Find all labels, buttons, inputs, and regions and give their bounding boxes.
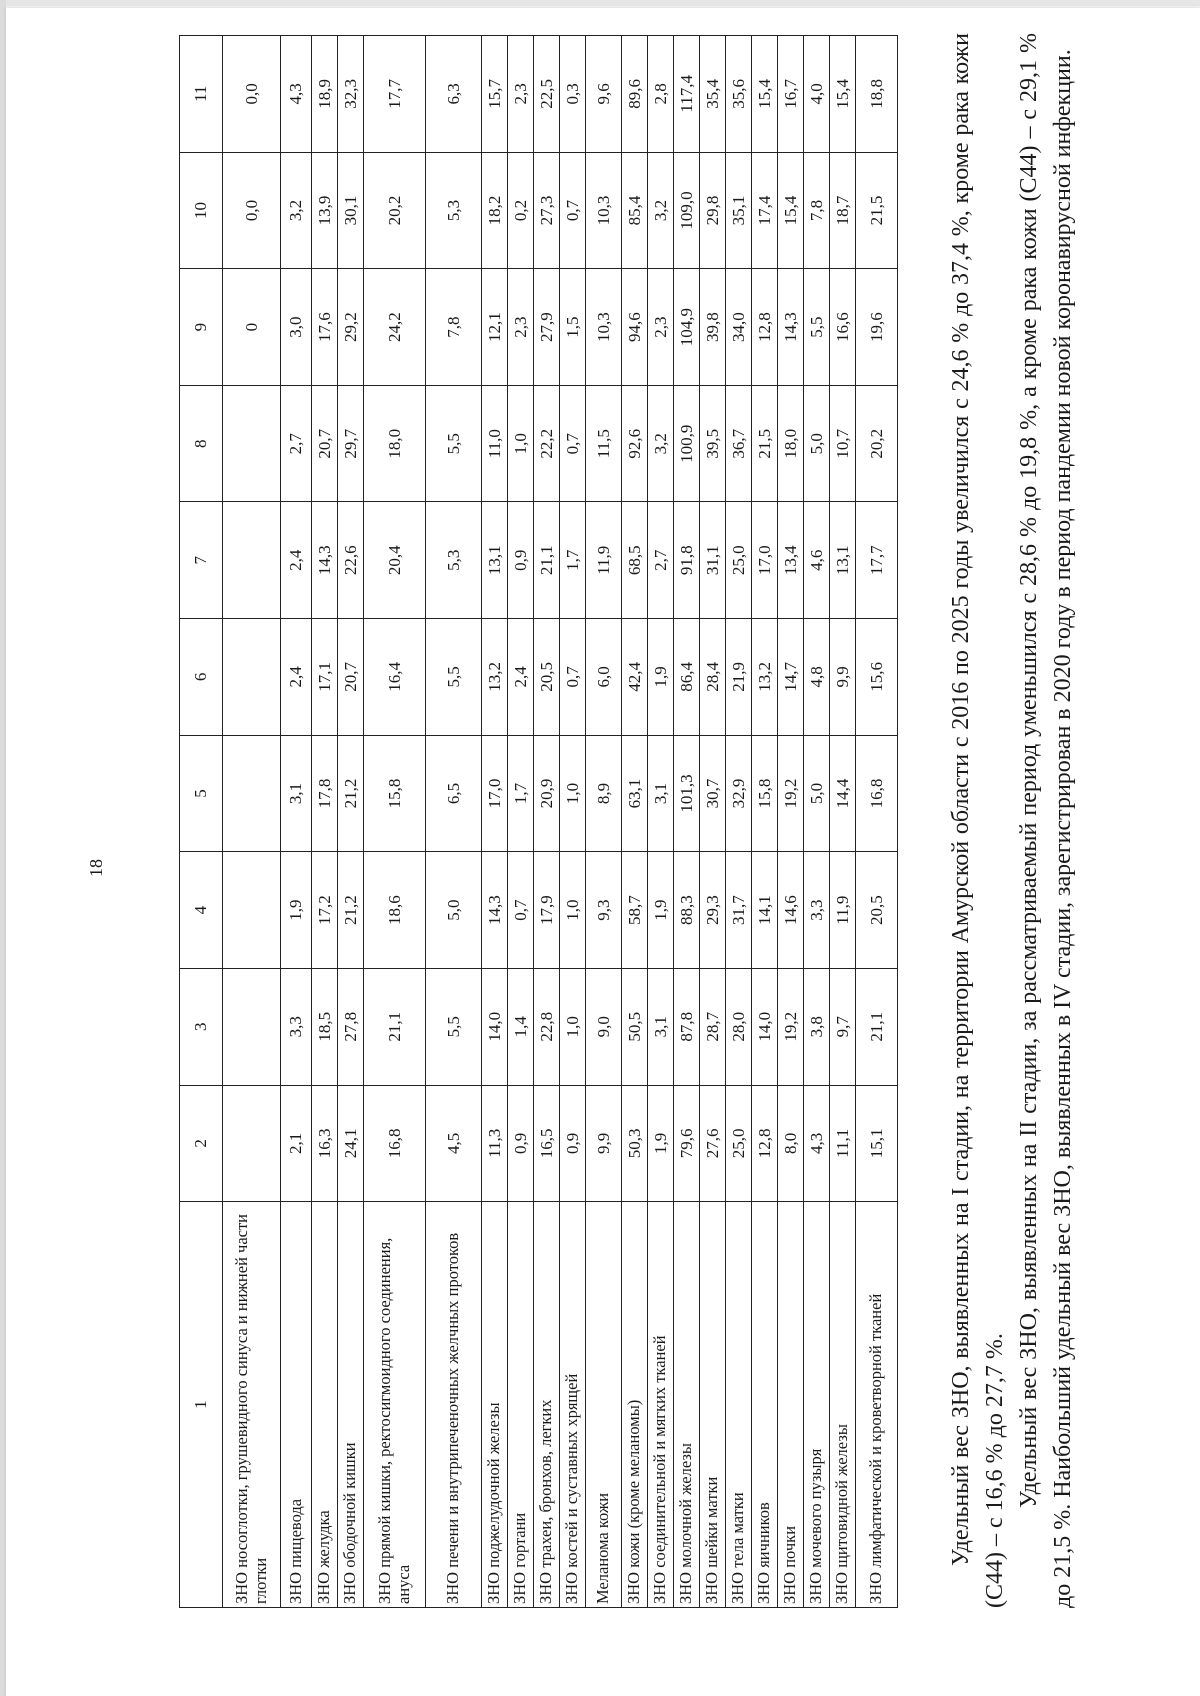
table-cell: 7,8 — [426, 269, 482, 386]
table-cell: 16,7 — [778, 36, 804, 153]
table-cell: 29,3 — [700, 852, 726, 969]
table-cell: 101,3 — [674, 735, 700, 852]
table-cell: 28,0 — [726, 968, 752, 1085]
table-cell: 13,2 — [752, 619, 778, 736]
paragraph-stage-two: Удельный вес ЗНО, выявленных на II стадии, за рассматриваемый период уменьшился с 28,6 % до 19,8 %, а кроме рака кожи (С44) – с 29,1 % до 21,5 %. Наибольший удельный вес ЗНО, выявленных в IV стадии, зарегистрирован в 2020 году в период пандемии новой коронавирусной инфекции. — [1016, 33, 1076, 1608]
table-cell: 28,7 — [700, 968, 726, 1085]
table-cell: 11,9 — [830, 852, 856, 969]
table-cell: 19,2 — [778, 735, 804, 852]
row-label: ЗНО шейки матки — [700, 1202, 726, 1608]
table-cell — [223, 1085, 281, 1202]
table-cell: 86,4 — [674, 619, 700, 736]
table-cell: 79,6 — [674, 1085, 700, 1202]
table-cell: 10,7 — [830, 385, 856, 502]
row-label: ЗНО пищевода — [281, 1202, 312, 1608]
row-label: ЗНО трахеи, бронхов, легких — [534, 1202, 560, 1608]
column-header: 5 — [180, 735, 223, 852]
table-cell: 24,1 — [338, 1085, 364, 1202]
column-header: 8 — [180, 385, 223, 502]
table-cell: 21,5 — [856, 152, 898, 269]
table-cell: 5,5 — [804, 269, 830, 386]
table-row — [648, 36, 674, 1608]
table-cell: 2,8 — [648, 36, 674, 153]
table-cell: 11,9 — [586, 502, 622, 619]
table-cell: 18,8 — [856, 36, 898, 153]
table-cell: 5,3 — [426, 152, 482, 269]
table-cell: 14,3 — [312, 502, 338, 619]
table-row — [752, 36, 778, 1608]
row-label: ЗНО носоглотки, грушевидного синуса и нижней части глотки — [223, 1202, 281, 1608]
table-cell: 20,7 — [338, 619, 364, 736]
table-cell: 5,0 — [804, 735, 830, 852]
table-cell: 29,7 — [338, 385, 364, 502]
row-label: ЗНО соединительной и мягких тканей — [648, 1202, 674, 1608]
table-cell: 27,3 — [534, 152, 560, 269]
table-cell: 25,0 — [726, 1085, 752, 1202]
table-cell: 13,4 — [778, 502, 804, 619]
table-row — [426, 36, 482, 1608]
table-row — [338, 36, 364, 1608]
row-label: ЗНО прямой кишки, ректосигмоидного соединения, ануса — [364, 1202, 426, 1608]
table-cell: 17,7 — [364, 36, 426, 153]
table-cell: 5,0 — [804, 385, 830, 502]
table-cell: 2,7 — [281, 385, 312, 502]
table-cell: 3,1 — [281, 735, 312, 852]
table-cell: 10,3 — [586, 152, 622, 269]
table-cell: 27,9 — [534, 269, 560, 386]
table-cell: 1,7 — [560, 502, 586, 619]
table-cell: 17,1 — [312, 619, 338, 736]
table-cell: 24,2 — [364, 269, 426, 386]
table-cell: 63,1 — [622, 735, 648, 852]
table-cell: 20,5 — [534, 619, 560, 736]
table-cell: 17,8 — [312, 735, 338, 852]
table-cell: 22,2 — [534, 385, 560, 502]
table-cell: 50,3 — [622, 1085, 648, 1202]
table-row — [830, 36, 856, 1608]
table-cell: 2,3 — [648, 269, 674, 386]
table-cell: 4,5 — [426, 1085, 482, 1202]
table-cell: 6,5 — [426, 735, 482, 852]
row-label: ЗНО печени и внутрипеченочных желчных протоков — [426, 1202, 482, 1608]
table-cell: 13,1 — [830, 502, 856, 619]
table-cell: 18,0 — [364, 385, 426, 502]
table-cell: 0,9 — [508, 502, 534, 619]
table-cell: 3,2 — [281, 152, 312, 269]
table-cell: 18,6 — [364, 852, 426, 969]
table-cell: 2,4 — [281, 502, 312, 619]
table-row — [778, 36, 804, 1608]
table-cell: 18,7 — [830, 152, 856, 269]
table-cell: 29,2 — [338, 269, 364, 386]
table-row — [534, 36, 560, 1608]
table-cell: 22,5 — [534, 36, 560, 153]
table-cell: 17,0 — [482, 735, 508, 852]
table-cell: 31,7 — [726, 852, 752, 969]
table-cell: 1,5 — [560, 269, 586, 386]
table-cell: 11,3 — [482, 1085, 508, 1202]
table-cell: 21,9 — [726, 619, 752, 736]
column-header: 4 — [180, 852, 223, 969]
table-cell: 21,2 — [338, 852, 364, 969]
table-cell: 50,5 — [622, 968, 648, 1085]
table-cell: 68,5 — [622, 502, 648, 619]
table-cell: 17,6 — [312, 269, 338, 386]
table-cell: 91,8 — [674, 502, 700, 619]
table-cell: 13,9 — [312, 152, 338, 269]
table-cell: 0,7 — [560, 619, 586, 736]
table-cell: 12,1 — [482, 269, 508, 386]
paragraph-stage-one: Удельный вес ЗНО, выявленных на I стадии, на территории Амурской области с 2016 по 2025 годы увеличился с 24,6 % до 37,4 %, кроме рака кожи (С44) – с 16,6 % до 27,7 %. — [948, 33, 1008, 1608]
table-cell — [223, 735, 281, 852]
table-cell: 42,4 — [622, 619, 648, 736]
table-cell: 15,4 — [778, 152, 804, 269]
table-cell: 14,0 — [752, 968, 778, 1085]
table-row — [508, 36, 534, 1608]
table-cell: 14,0 — [482, 968, 508, 1085]
table-cell: 10,3 — [586, 269, 622, 386]
table-cell: 13,1 — [482, 502, 508, 619]
table-cell: 1,0 — [560, 735, 586, 852]
table-cell: 0,0 — [223, 36, 281, 153]
table-cell: 15,6 — [856, 619, 898, 736]
column-header: 9 — [180, 269, 223, 386]
table-cell: 1,9 — [281, 852, 312, 969]
table-cell — [223, 619, 281, 736]
table-cell: 1,0 — [560, 968, 586, 1085]
row-label: Меланома кожи — [586, 1202, 622, 1608]
table-cell — [223, 385, 281, 502]
table-cell: 0,7 — [508, 852, 534, 969]
table-cell: 0,7 — [560, 385, 586, 502]
table-cell: 0,0 — [223, 152, 281, 269]
table-cell: 1,4 — [508, 968, 534, 1085]
table-cell — [223, 852, 281, 969]
table-cell: 21,1 — [534, 502, 560, 619]
table-cell: 21,1 — [856, 968, 898, 1085]
table-cell: 22,8 — [534, 968, 560, 1085]
row-label: ЗНО ободочной кишки — [338, 1202, 364, 1608]
table-cell: 30,7 — [700, 735, 726, 852]
row-label: ЗНО почки — [778, 1202, 804, 1608]
table-cell: 1,9 — [648, 619, 674, 736]
table-cell: 18,0 — [778, 385, 804, 502]
table-row — [223, 36, 281, 1608]
table-row — [804, 36, 830, 1608]
table-cell: 3,0 — [281, 269, 312, 386]
table-cell: 0,9 — [560, 1085, 586, 1202]
table-cell: 4,8 — [804, 619, 830, 736]
table-cell: 19,6 — [856, 269, 898, 386]
table-cell: 18,5 — [312, 968, 338, 1085]
page-number: 18 — [86, 859, 106, 877]
table-cell: 87,8 — [674, 968, 700, 1085]
table-cell — [223, 968, 281, 1085]
table-cell: 36,7 — [726, 385, 752, 502]
table-cell: 14,7 — [778, 619, 804, 736]
table-cell: 18,2 — [482, 152, 508, 269]
table-cell: 1,9 — [648, 1085, 674, 1202]
table-cell: 31,1 — [700, 502, 726, 619]
table-cell: 27,6 — [700, 1085, 726, 1202]
table-cell: 6,3 — [426, 36, 482, 153]
table-cell: 16,8 — [856, 735, 898, 852]
table-cell: 2,3 — [508, 36, 534, 153]
table-cell: 17,7 — [856, 502, 898, 619]
table-cell: 0 — [223, 269, 281, 386]
table-row — [726, 36, 752, 1608]
table-row — [364, 36, 426, 1608]
row-label: ЗНО желудка — [312, 1202, 338, 1608]
row-label: ЗНО молочной железы — [674, 1202, 700, 1608]
table-cell: 11,1 — [830, 1085, 856, 1202]
table-cell: 5,3 — [426, 502, 482, 619]
column-header: 6 — [180, 619, 223, 736]
table-cell: 30,1 — [338, 152, 364, 269]
table-cell: 117,4 — [674, 36, 700, 153]
table-cell: 3,1 — [648, 735, 674, 852]
table-cell: 1,0 — [508, 385, 534, 502]
table-cell: 3,2 — [648, 152, 674, 269]
column-header: 1 — [180, 1202, 223, 1608]
table-header-row — [180, 36, 223, 1608]
table-row — [856, 36, 898, 1608]
table-cell: 109,0 — [674, 152, 700, 269]
table-cell: 88,3 — [674, 852, 700, 969]
table-cell: 28,4 — [700, 619, 726, 736]
table-cell: 16,4 — [364, 619, 426, 736]
column-header: 11 — [180, 36, 223, 153]
table-row — [586, 36, 622, 1608]
row-label: ЗНО щитовидной железы — [830, 1202, 856, 1608]
table-cell: 17,2 — [312, 852, 338, 969]
table-cell: 3,3 — [281, 968, 312, 1085]
table-cell: 9,9 — [586, 1085, 622, 1202]
table-cell: 15,4 — [830, 36, 856, 153]
table-cell: 2,4 — [508, 619, 534, 736]
table-cell: 20,2 — [364, 152, 426, 269]
table-cell: 5,5 — [426, 619, 482, 736]
table-cell: 14,3 — [778, 269, 804, 386]
table-cell: 32,3 — [338, 36, 364, 153]
table-cell: 9,7 — [830, 968, 856, 1085]
table-row — [281, 36, 312, 1608]
table-cell: 12,8 — [752, 269, 778, 386]
table-cell: 35,6 — [726, 36, 752, 153]
table-cell: 21,5 — [752, 385, 778, 502]
row-label: ЗНО яичников — [752, 1202, 778, 1608]
table-cell: 3,2 — [648, 385, 674, 502]
table-cell: 18,9 — [312, 36, 338, 153]
table-cell: 17,9 — [534, 852, 560, 969]
table-cell: 17,4 — [752, 152, 778, 269]
row-label: ЗНО тела матки — [726, 1202, 752, 1608]
table-cell: 89,6 — [622, 36, 648, 153]
table-row — [560, 36, 586, 1608]
table-cell: 20,5 — [856, 852, 898, 969]
table-cell: 1,0 — [560, 852, 586, 969]
table-cell: 4,3 — [804, 1085, 830, 1202]
table-cell: 11,0 — [482, 385, 508, 502]
table-cell: 15,4 — [752, 36, 778, 153]
table-cell: 85,4 — [622, 152, 648, 269]
table-cell: 16,6 — [830, 269, 856, 386]
table-cell: 4,6 — [804, 502, 830, 619]
table-cell: 0,9 — [508, 1085, 534, 1202]
table-cell: 16,8 — [364, 1085, 426, 1202]
table-cell: 4,0 — [804, 36, 830, 153]
table-cell: 9,0 — [586, 968, 622, 1085]
table-cell: 8,0 — [778, 1085, 804, 1202]
table-cell: 1,7 — [508, 735, 534, 852]
table-cell: 16,3 — [312, 1085, 338, 1202]
table-cell: 29,8 — [700, 152, 726, 269]
table-cell: 2,7 — [648, 502, 674, 619]
table-cell: 100,9 — [674, 385, 700, 502]
table-cell: 5,5 — [426, 968, 482, 1085]
table-cell: 94,6 — [622, 269, 648, 386]
table-cell: 8,9 — [586, 735, 622, 852]
table-cell: 104,9 — [674, 269, 700, 386]
row-label: ЗНО поджелудочной железы — [482, 1202, 508, 1608]
row-label: ЗНО костей и суставных хрящей — [560, 1202, 586, 1608]
table-cell — [223, 502, 281, 619]
table-cell: 2,3 — [508, 269, 534, 386]
table-cell: 9,9 — [830, 619, 856, 736]
table-cell: 58,7 — [622, 852, 648, 969]
table-cell: 20,9 — [534, 735, 560, 852]
table-cell: 5,5 — [426, 385, 482, 502]
table-cell: 92,6 — [622, 385, 648, 502]
table-cell: 5,0 — [426, 852, 482, 969]
table-cell: 0,3 — [560, 36, 586, 153]
table-cell: 3,1 — [648, 968, 674, 1085]
row-label: ЗНО кожи (кроме меланомы) — [622, 1202, 648, 1608]
table-cell: 21,2 — [338, 735, 364, 852]
table-cell: 14,4 — [830, 735, 856, 852]
table-cell: 34,0 — [726, 269, 752, 386]
table-cell: 0,2 — [508, 152, 534, 269]
table-cell: 2,1 — [281, 1085, 312, 1202]
table-cell: 19,2 — [778, 968, 804, 1085]
table-cell: 16,5 — [534, 1085, 560, 1202]
row-label: ЗНО лимфатической и кроветворной тканей — [856, 1202, 898, 1608]
table-cell: 20,7 — [312, 385, 338, 502]
table-cell: 9,3 — [586, 852, 622, 969]
table-cell: 27,8 — [338, 968, 364, 1085]
table-cell: 3,8 — [804, 968, 830, 1085]
table-cell: 32,9 — [726, 735, 752, 852]
table-row — [482, 36, 508, 1608]
table-cell: 25,0 — [726, 502, 752, 619]
table-cell: 1,9 — [648, 852, 674, 969]
table-cell: 14,1 — [752, 852, 778, 969]
row-label: ЗНО гортани — [508, 1202, 534, 1608]
table-cell: 6,0 — [586, 619, 622, 736]
table-cell: 14,6 — [778, 852, 804, 969]
table-cell: 12,8 — [752, 1085, 778, 1202]
table-cell: 11,5 — [586, 385, 622, 502]
table-cell: 3,3 — [804, 852, 830, 969]
table-cell: 15,8 — [752, 735, 778, 852]
table-cell: 22,6 — [338, 502, 364, 619]
column-header: 10 — [180, 152, 223, 269]
table-cell: 9,6 — [586, 36, 622, 153]
table-cell: 15,8 — [364, 735, 426, 852]
table-cell: 0,7 — [560, 152, 586, 269]
column-header: 7 — [180, 502, 223, 619]
table-cell: 35,4 — [700, 36, 726, 153]
table-cell: 15,1 — [856, 1085, 898, 1202]
table-cell: 7,8 — [804, 152, 830, 269]
table-cell: 20,2 — [856, 385, 898, 502]
table-row — [674, 36, 700, 1608]
incidence-table — [179, 35, 898, 1608]
table-cell: 14,3 — [482, 852, 508, 969]
table-row — [700, 36, 726, 1608]
table-cell: 15,7 — [482, 36, 508, 153]
table-cell: 2,4 — [281, 619, 312, 736]
table-row — [622, 36, 648, 1608]
table-cell: 21,1 — [364, 968, 426, 1085]
table-cell: 20,4 — [364, 502, 426, 619]
table-cell: 13,2 — [482, 619, 508, 736]
column-header: 3 — [180, 968, 223, 1085]
table-cell: 17,0 — [752, 502, 778, 619]
row-label: ЗНО мочевого пузыря — [804, 1202, 830, 1608]
table-cell: 39,5 — [700, 385, 726, 502]
table-row — [312, 36, 338, 1608]
table-cell: 39,8 — [700, 269, 726, 386]
table-cell: 4,3 — [281, 36, 312, 153]
table-cell: 35,1 — [726, 152, 752, 269]
column-header: 2 — [180, 1085, 223, 1202]
